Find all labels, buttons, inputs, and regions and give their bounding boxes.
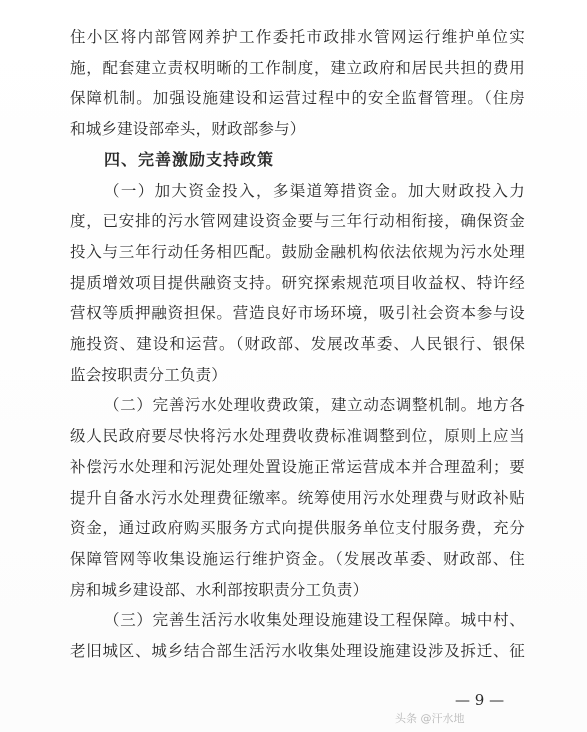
text-line: 资金，通过政府购买服务方式向提供服务单位支付服务费，充分 [70, 519, 525, 538]
text-line: 保障机制。加强设施建设和运营过程中的安全监督管理。（住房 [70, 89, 525, 108]
text-line: 监会按职责分工负责） [70, 365, 228, 384]
page-number: — 9 — [455, 691, 505, 709]
text-line: （三）完善生活污水收集处理设施建设工程保障。城中村、 [104, 611, 525, 630]
text-line: 级人民政府要尽快将污水处理费收费标准调整到位，原则上应当 [70, 427, 525, 446]
watermark: 头条 @汗水地 [395, 712, 465, 725]
text-line: 房和城乡建设部、水利部按职责分工负责） [70, 580, 369, 599]
text-line: 保障管网等收集设施运行维护资金。（发展改革委、财政部、住 [70, 549, 525, 568]
text-line: 住小区将内部管网养护工作委托市政排水管网运行维护单位实 [70, 28, 525, 46]
text-line: 补偿污水处理和污泥处理处置设施正常运营成本并合理盈利；要 [70, 457, 525, 476]
text-line: 施投资、建设和运营。（财政部、发展改革委、人民银行、银保 [70, 335, 525, 353]
text-line: 提升自备水污水处理费征缴率。统筹使用污水处理费与财政补贴 [70, 488, 525, 507]
text-line: 营权等质押融资担保。营造良好市场环境，吸引社会资本参与设 [70, 304, 525, 323]
text-line: 施，配套建立责权明晰的工作制度，建立政府和居民共担的费用 [70, 58, 525, 77]
text-line: 度，已安排的污水管网建设资金要与三年行动相衔接，确保资金 [70, 212, 525, 231]
text-line: 投入与三年行动任务相匹配。鼓励金融机构依法依规为污水处理 [70, 242, 525, 261]
text-line: （一）加大资金投入，多渠道筹措资金。加大财政投入力 [104, 181, 525, 200]
section-heading: 四、完善激励支持政策 [104, 149, 275, 169]
text-line: 提质增效项目提供融资支持。研究探索规范项目收益权、特许经 [70, 273, 525, 292]
text-line: （二）完善污水处理收费政策，建立动态调整机制。地方各 [104, 396, 525, 415]
text-line: 老旧城区、城乡结合部生活污水收集处理设施建设涉及拆迁、征 [70, 642, 525, 660]
text-line: 和城乡建设部牵头，财政部参与） [70, 120, 306, 139]
